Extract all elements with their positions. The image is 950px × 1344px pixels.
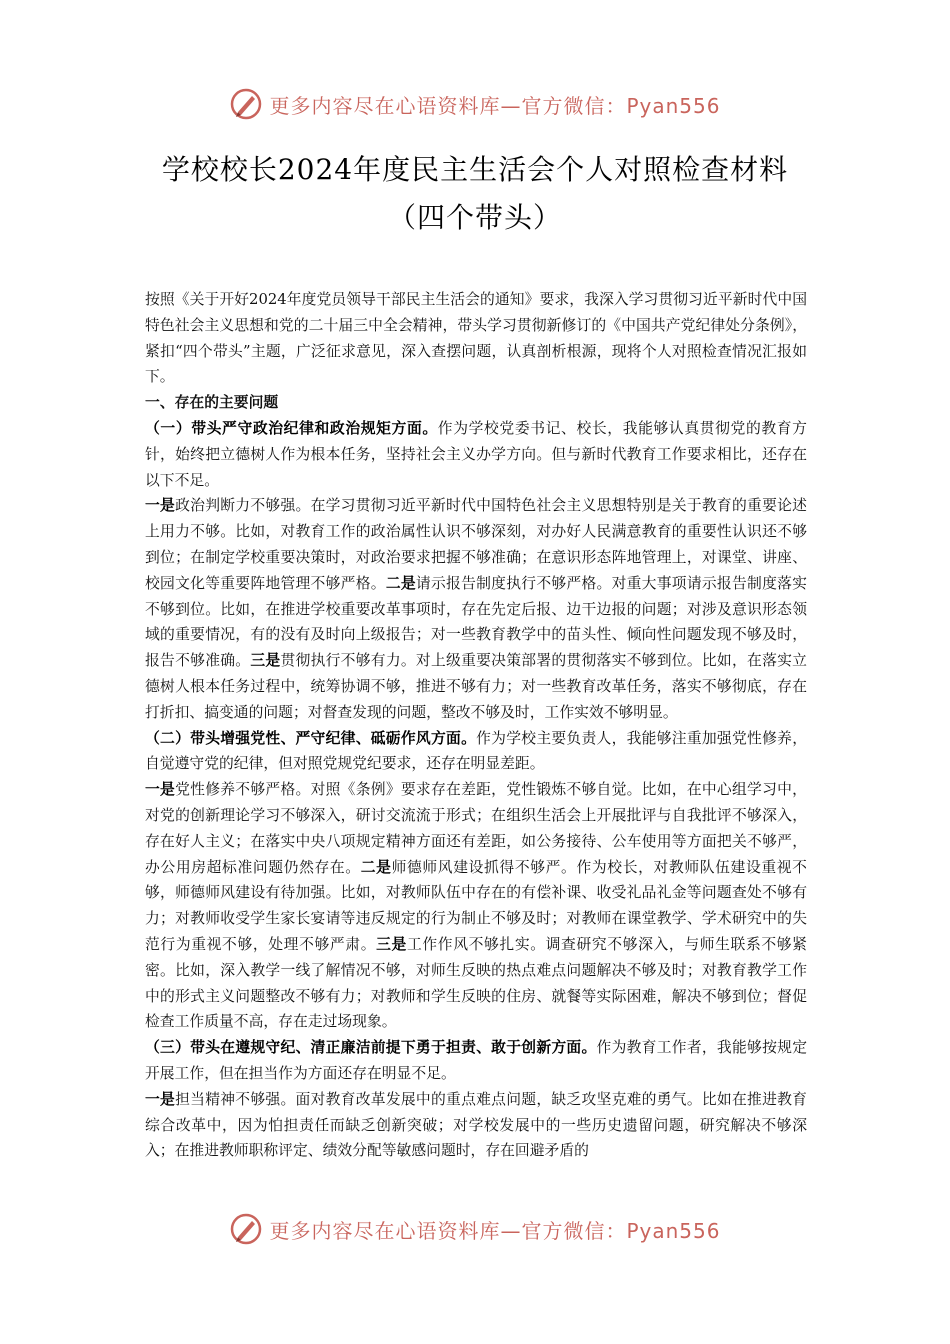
point-label: 一是 <box>145 497 176 515</box>
paragraph-text: 贯彻执行不够有力。对上级重要决策部署的贯彻落实不够到位。比如，在落实立德树人根本任务过程中，统筹协调不够，推进不够有力；对一些教育改革任务，落实不够彻底，存在打折扣、搞变通的问题；对督查发现的问题，整改不够及时，工作实效不够明显。 <box>145 652 807 721</box>
paragraph-text: 党性修养不够严格。对照《条例》要求存在差距，党性锻炼不够自觉。比如，在中心组学习中，对党的创新理论学习不够深入，研讨交流流于形式；在组织生活会上开展批评与自我批评不够深入，存在好人主义；在落实中央八项规定精神方面还有差距，如公务接待、公车使用等方面把关不够严，办公用房超标准问题仍然存在。 <box>145 781 807 876</box>
paragraph-heading: （三）带头在遵规守纪、清正廉洁前提下勇于担责、敢于创新方面。 <box>145 1039 597 1057</box>
paragraph-text: 作为学校主要负责人，我能够注重加强党性修养，自觉遵守党的纪律，但对照党规党纪要求，还存在明显差距。 <box>145 729 807 773</box>
point-label: 三是 <box>250 652 281 670</box>
document-title: 学校校长2024年度民主生活会个人对照检查材料 <box>161 153 789 186</box>
paragraph <box>145 777 807 1035</box>
section-heading: 一、存在的主要问题 <box>145 394 279 412</box>
paragraph <box>145 1087 807 1164</box>
footer-banner <box>0 1207 950 1251</box>
paragraph <box>145 416 807 493</box>
paragraph-text: 担当精神不够强。面对教育改革发展中的重点难点问题，缺乏攻坚克难的勇气。比如在推进教育综合改革中，因为怕担责任而缺乏创新突破；对学校发展中的一些历史遗留问题，研究解决不够深入；在推进教师职称评定、绩效分配等敏感问题时，存在回避矛盾的 <box>145 1090 807 1160</box>
point-label: 二是 <box>385 574 416 592</box>
banner-text: 更多内容尽在心语资料库—官方微信：Pyan556 <box>269 1218 721 1243</box>
paragraph-text: 师德师风建设抓得不够严。作为校长，对教师队伍建设重视不够，师德师风建设有待加强。比如，对教师队伍中存在的有偿补课、收受礼品礼金等问题查处不够有力；对教师收受学生家长宴请等违反规定的行为制止不够及时；对教师在课堂教学、学术研究中的失范行为重视不够，处理不够严肃。 <box>145 858 807 953</box>
banner-text: 更多内容尽在心语资料库—官方微信：Pyan556 <box>269 93 721 118</box>
pen-logo-icon <box>229 1212 263 1246</box>
paragraph-heading: （一）带头严守政治纪律和政治规矩方面。 <box>145 419 438 437</box>
intro-paragraph: 按照《关于开好2024年度党员领导干部民主生活会的通知》要求，我深入学习贯彻习近平新时代中国特色社会主义思想和党的二十届三中全会精神，带头学习贯彻新修订的《中国共产党纪律处分条例》，紧扣“四个带头”主题，广泛征求意见，深入查摆问题，认真剖析根源，现将个人对照检查情况汇报如下。 <box>145 291 807 386</box>
point-label: 一是 <box>145 781 176 799</box>
paragraph <box>145 1035 807 1087</box>
point-label: 二是 <box>360 858 392 876</box>
point-label: 三是 <box>376 935 407 953</box>
paragraph <box>145 493 807 725</box>
paragraph-text: 作为学校党委书记、校长，我能够认真贯彻党的教育方针，始终把立德树人作为根本任务，坚持社会主义办学方向。但与新时代教育工作要求相比，还存在以下不足。 <box>145 419 807 489</box>
paragraph-heading: （二）带头增强党性、严守纪律、砥砺作风方面。 <box>145 729 477 747</box>
point-label: 一是 <box>145 1090 176 1108</box>
pen-logo-icon <box>229 87 263 121</box>
header-banner <box>0 82 950 126</box>
document-body <box>145 287 807 1164</box>
paragraph-text: 工作作风不够扎实。调查研究不够深入，与师生联系不够紧密。比如，深入教学一线了解情况不够，对师生反映的热点难点问题解决不够及时；对教育教学工作中的形式主义问题整改不够有力；对教师和学生反映的住房、就餐等实际困难，解决不够到位；督促检查工作质量不高，存在走过场现象。 <box>145 935 807 1031</box>
paragraph <box>145 726 807 778</box>
paragraph-text: 作为教育工作者，我能够按规定开展工作，但在担当作为方面还存在明显不足。 <box>145 1039 807 1082</box>
paragraph-text: 请示报告制度执行不够严格。对重大事项请示报告制度落实不够到位。比如，在推进学校重要改革事项时，存在先定后报、边干边报的问题；对涉及意识形态领域的重要情况，有的没有及时向上级报告；对一些教育教学中的苗头性、倾向性问题发现不够及时，报告不够准确。 <box>145 574 807 670</box>
document-subtitle: （四个带头） <box>387 201 562 234</box>
paragraph-text: 政治判断力不够强。在学习贯彻习近平新时代中国特色社会主义思想特别是关于教育的重要论述上用力不够。比如，对教育工作的政治属性认识不够深刻，对办好人民满意教育的重要性认识还不够到位；在制定学校重要决策时，对政治要求把握不够准确；在意识形态阵地管理上，对课堂、讲座、校园文化等重要阵地管理不够严格。 <box>145 497 807 592</box>
